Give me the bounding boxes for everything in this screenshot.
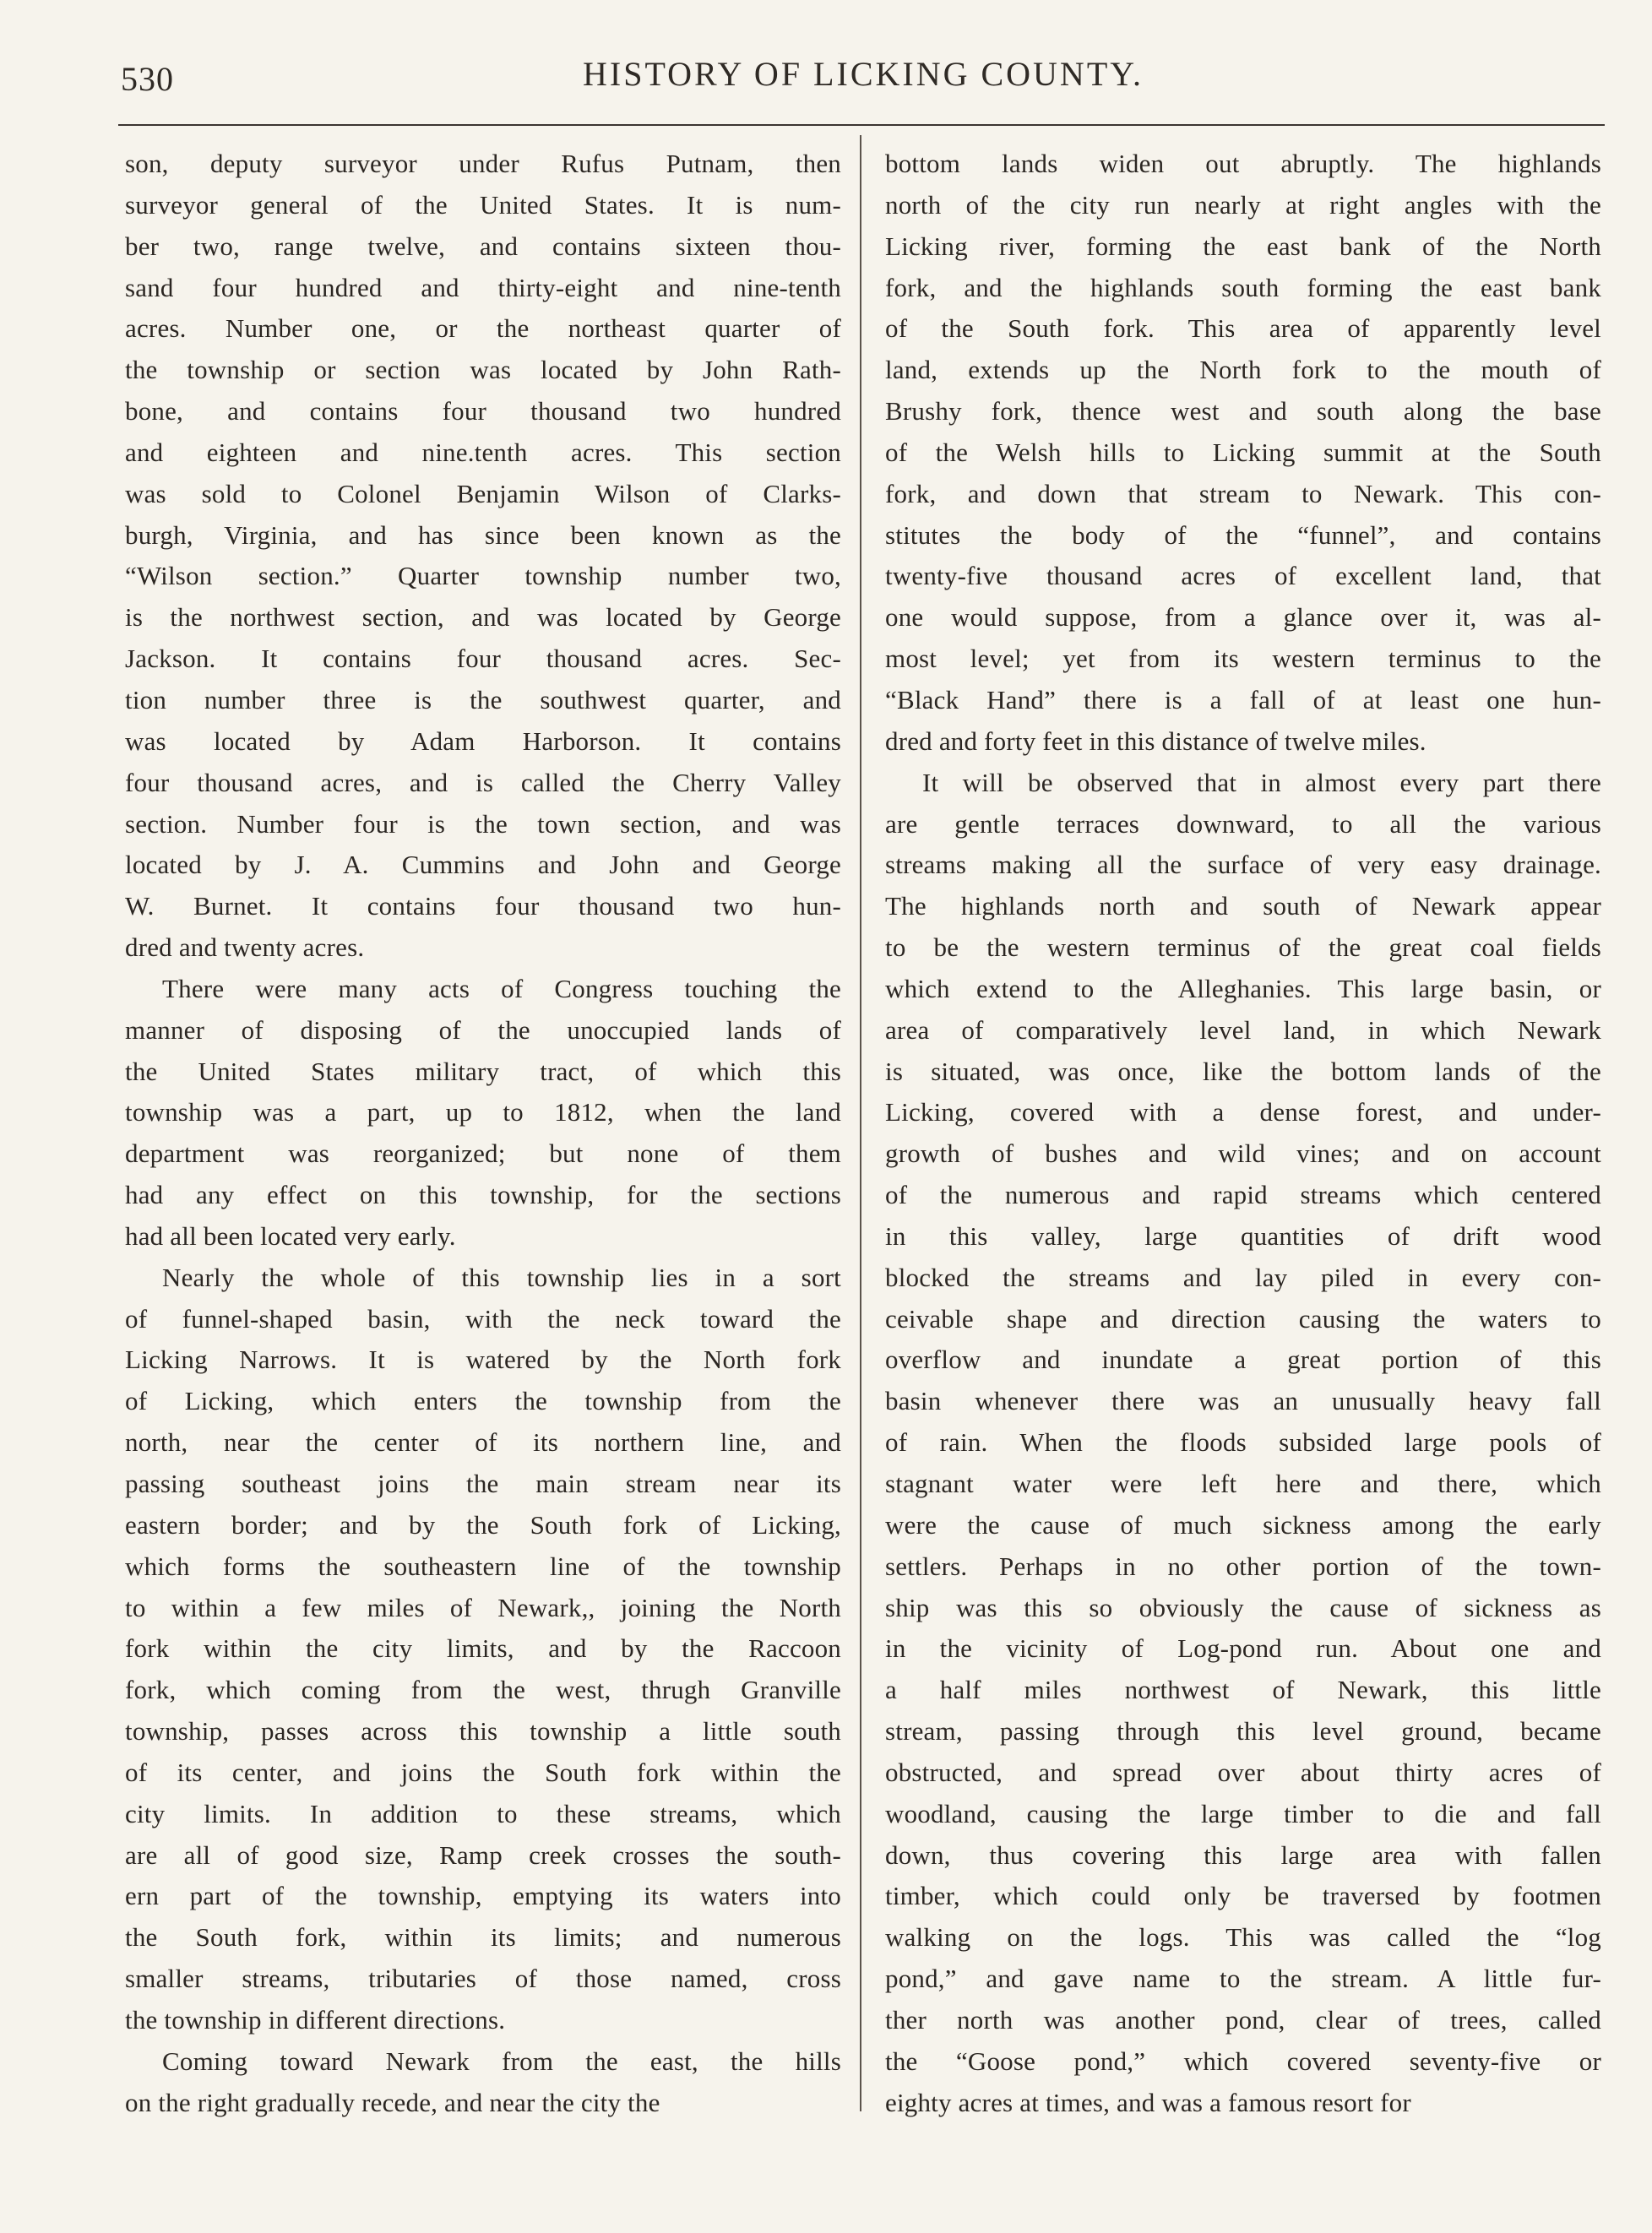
text-line: township was a part, up to 1812, when the land [125,1097,841,1127]
text-line: one would suppose, from a glance over it, was al- [885,602,1601,633]
text-line: stream, passing through this level ground, became [885,1716,1601,1747]
text-line: stitutes the body of the “funnel”, and contains [885,519,1601,550]
text-line: smaller streams, tributaries of those named, cross [125,1964,841,1994]
text-line: of the numerous and rapid streams which centered [885,1180,1601,1210]
text-line: bone, and contains four thousand two hundred [125,396,841,426]
text-line: dred and forty feet in this distance of twelve miles. [885,725,1426,756]
text-line: was located by Adam Harborson. It contains [125,725,841,756]
text-line: fork, and down that stream to Newark. This con- [885,478,1601,508]
text-line: of Licking, which enters the township from the [125,1386,841,1416]
text-line: ship was this so obviously the cause of sickness as [885,1592,1601,1622]
text-line: which forms the southeastern line of the township [125,1551,841,1581]
text-line: fork within the city limits, and by the Raccoon [125,1633,841,1664]
text-line: and eighteen and nine.tenth acres. This section [125,437,841,467]
text-line: sand four hundred and thirty-eight and nine-tenth [125,272,841,302]
text-line: ceivable shape and direction causing the waters to [885,1303,1601,1334]
text-line: It will be observed that in almost every part there [922,767,1601,797]
text-line: the township or section was located by John Rath- [125,355,841,385]
text-line: ber two, range twelve, and contains sixteen thou- [125,231,841,261]
text-line: overflow and inundate a great portion of this [885,1345,1601,1375]
text-line: down, thus covering this large area with fallen [885,1839,1601,1870]
text-line: are all of good size, Ramp creek crosses the south- [125,1839,841,1870]
text-line: the township in different directions. [125,2004,506,2035]
text-line: of its center, and joins the South fork within the [125,1757,841,1787]
text-line: Licking river, forming the east bank of the North [885,231,1601,261]
text-line: tion number three is the southwest quarter, and [125,684,841,714]
text-line: “Wilson section.” Quarter township number two, [125,561,841,591]
text-line: manner of disposing of the unoccupied lands of [125,1014,841,1045]
text-line: eighty acres at times, and was a famous resort for [885,2087,1411,2117]
text-line: north, near the center of its northern line, and [125,1427,841,1458]
text-line: of the Welsh hills to Licking summit at the South [885,437,1601,467]
text-line: were the cause of much sickness among the early [885,1509,1601,1540]
text-line: a half miles northwest of Newark, this little [885,1675,1601,1705]
text-line: stagnant water were left here and there, which [885,1469,1601,1498]
text-line: which extend to the Alleghanies. This large basin, or [885,973,1601,1003]
text-line: The highlands north and south of Newark appear [885,891,1601,921]
text-line: dred and twenty acres. [125,932,365,963]
text-line: in the vicinity of Log-pond run. About one and [885,1633,1601,1664]
text-line: most level; yet from its western terminus to the [885,644,1601,674]
text-line: land, extends up the North fork to the mouth of [885,355,1601,385]
text-line: area of comparatively level land, in which Newark [885,1014,1601,1045]
text-line: the United States military tract, of which this [125,1056,841,1086]
text-line: was sold to Colonel Benjamin Wilson of Clarks- [125,478,841,508]
text-line: son, deputy surveyor under Rufus Putnam, then [125,149,841,178]
text-line: to within a few miles of Newark,, joining the North [125,1592,841,1622]
text-line: had any effect on this township, for the sections [125,1180,841,1210]
text-line: of the South fork. This area of apparently level [885,313,1601,344]
text-line: in this valley, large quantities of drift wood [885,1220,1601,1251]
text-line: located by J. A. Cummins and John and George [125,850,841,880]
text-line: to be the western terminus of the great coal fields [885,932,1601,963]
text-line: obstructed, and spread over about thirty acres of [885,1757,1601,1787]
text-line: section. Number four is the town section, and was [125,808,841,839]
text-line: twenty-five thousand acres of excellent land, that [885,561,1601,591]
text-line: Brushy fork, thence west and south along the base [885,396,1601,426]
text-line: walking on the logs. This was called the “log [885,1922,1601,1953]
text-line: of rain. When the floods subsided large pools of [885,1427,1601,1458]
header-rule [118,124,1605,126]
text-line: of funnel-shaped basin, with the neck toward the [125,1303,841,1334]
left-text-column [125,144,841,2124]
text-line: surveyor general of the United States. It is num- [125,189,841,220]
text-line: is situated, was once, like the bottom lands of the [885,1056,1601,1086]
running-head: HISTORY OF LICKING COUNTY. [583,55,1144,93]
column-divider [860,135,861,2111]
text-line: the South fork, within its limits; and numerous [125,1922,841,1953]
text-line: bottom lands widen out abruptly. The highlands [885,149,1601,178]
text-line: Licking, covered with a dense forest, and under- [885,1097,1601,1127]
text-line: basin whenever there was an unusually heavy fall [885,1386,1601,1416]
text-line: settlers. Perhaps in no other portion of the town- [885,1551,1601,1581]
text-line: burgh, Virginia, and has since been known as the [125,519,841,550]
text-line: woodland, causing the large timber to die and fall [885,1798,1601,1828]
text-line: There were many acts of Congress touching the [162,973,841,1003]
text-line: four thousand acres, and is called the Cherry Valley [125,767,841,797]
text-line: north of the city run nearly at right angles with the [885,189,1601,220]
text-line: had all been located very early. [125,1220,456,1251]
text-line: acres. Number one, or the northeast quarter of [125,313,841,344]
text-line: Nearly the whole of this township lies in a sort [162,1262,841,1292]
text-line: on the right gradually recede, and near the city the [125,2087,660,2117]
text-line: pond,” and gave name to the stream. A little fur- [885,1964,1601,1994]
text-line: city limits. In addition to these streams, which [125,1798,841,1828]
text-line: the “Goose pond,” which covered seventy-five or [885,2046,1601,2076]
page-number: 530 [121,60,174,98]
text-line: ther north was another pond, clear of trees, called [885,2004,1601,2035]
text-line: Licking Narrows. It is watered by the North fork [125,1345,841,1375]
text-line: ern part of the township, emptying its waters into [125,1881,841,1911]
text-line: timber, which could only be traversed by footmen [885,1881,1601,1911]
text-line: fork, and the highlands south forming the east bank [885,272,1601,302]
text-line: fork, which coming from the west, thrugh Granville [125,1675,841,1705]
text-line: blocked the streams and lay piled in every con- [885,1262,1601,1292]
text-line: township, passes across this township a little south [125,1716,841,1747]
text-line: department was reorganized; but none of them [125,1138,841,1169]
text-line: W. Burnet. It contains four thousand two hun- [125,891,841,921]
text-line: is the northwest section, and was located by George [125,602,841,633]
text-line: growth of bushes and wild vines; and on account [885,1138,1601,1169]
text-line: eastern border; and by the South fork of Licking, [125,1509,841,1540]
text-line: “Black Hand” there is a fall of at least one hun- [885,684,1601,714]
text-line: are gentle terraces downward, to all the various [885,808,1601,839]
text-line: passing southeast joins the main stream near its [125,1469,841,1498]
text-line: streams making all the surface of very easy drainage. [885,850,1601,880]
text-line: Jackson. It contains four thousand acres. Sec- [125,644,841,674]
right-text-column [885,144,1601,2124]
text-line: Coming toward Newark from the east, the hills [162,2046,841,2076]
